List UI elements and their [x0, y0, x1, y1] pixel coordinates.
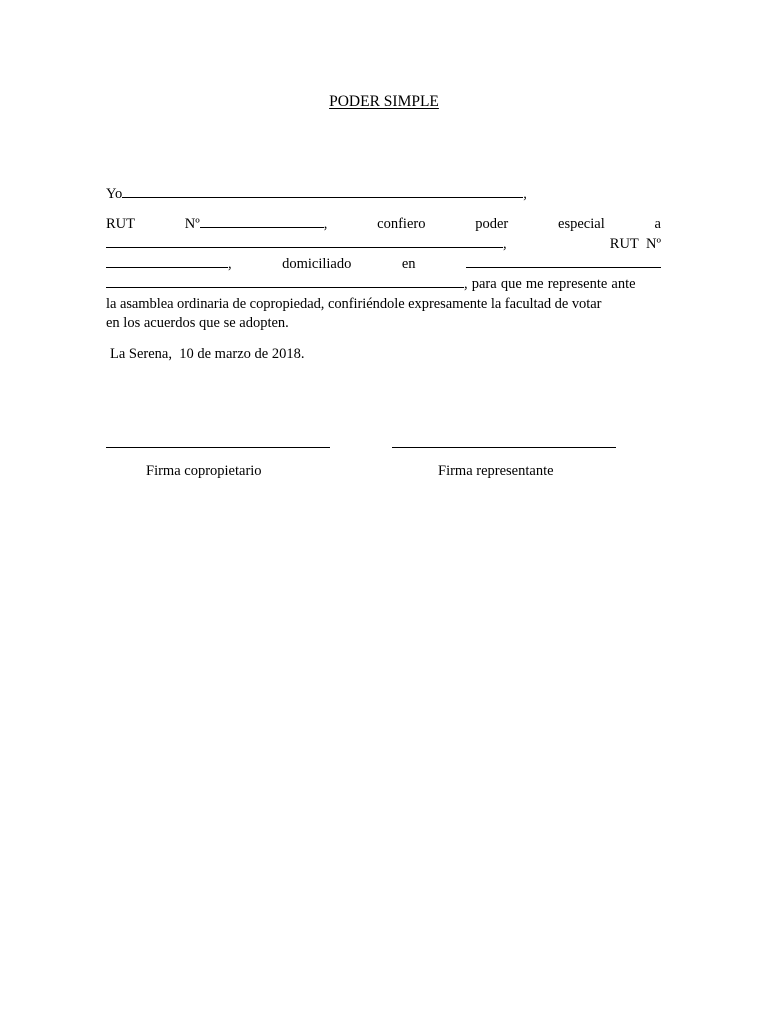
address-blank-field-2[interactable] — [106, 274, 464, 288]
word-especial: especial — [558, 216, 605, 232]
yo-comma: , — [523, 186, 527, 202]
rut-group-2 — [610, 234, 661, 254]
word-domiciliado: domiciliado — [282, 256, 352, 272]
line-representation — [106, 274, 661, 294]
rut-blank-field-2[interactable] — [106, 254, 228, 268]
signature-label-representante: Firma representante — [438, 463, 554, 479]
rut-label-1: RUT — [106, 216, 135, 232]
date-line: La Serena, 10 de marzo de 2018. — [110, 346, 305, 362]
word-poder: poder — [475, 216, 509, 232]
rut-blank-group-2 — [106, 254, 232, 274]
rut-label-2: RUT — [609, 236, 639, 252]
line-domicilio — [106, 254, 661, 274]
word-en: en — [401, 256, 416, 272]
signature-line-representante[interactable] — [392, 447, 616, 448]
line-acuerdos: en los acuerdos que se adopten. — [106, 315, 289, 331]
word-confiero: confiero — [377, 216, 426, 232]
comma-3: , — [503, 236, 507, 252]
comma-4: , — [228, 256, 232, 272]
address-blank-field-1[interactable] — [466, 254, 661, 268]
numero-label-1: Nº — [184, 216, 200, 232]
word-a: a — [654, 216, 661, 232]
signature-label-copropietario: Firma copropietario — [146, 463, 262, 479]
comma-2: , — [323, 216, 328, 232]
document-title: PODER SIMPLE — [329, 93, 439, 110]
signature-line-copropietario[interactable] — [106, 447, 330, 448]
rut-number-group-1 — [185, 214, 328, 234]
line-yo — [106, 184, 661, 204]
representative-name-blank-field[interactable] — [106, 234, 503, 248]
line-rut-confiero — [106, 214, 661, 234]
yo-label: Yo — [106, 186, 123, 202]
numero-label-2: Nº — [646, 236, 661, 252]
representation-text: , para que me represente ante — [464, 276, 636, 292]
rut-blank-field-1[interactable] — [200, 214, 324, 228]
representative-group — [106, 234, 507, 254]
line-asamblea: la asamblea ordinaria de copropiedad, confiriéndole expresamente la facultad de votar — [106, 296, 602, 312]
line-representative — [106, 234, 661, 254]
name-blank-field[interactable] — [122, 184, 523, 198]
